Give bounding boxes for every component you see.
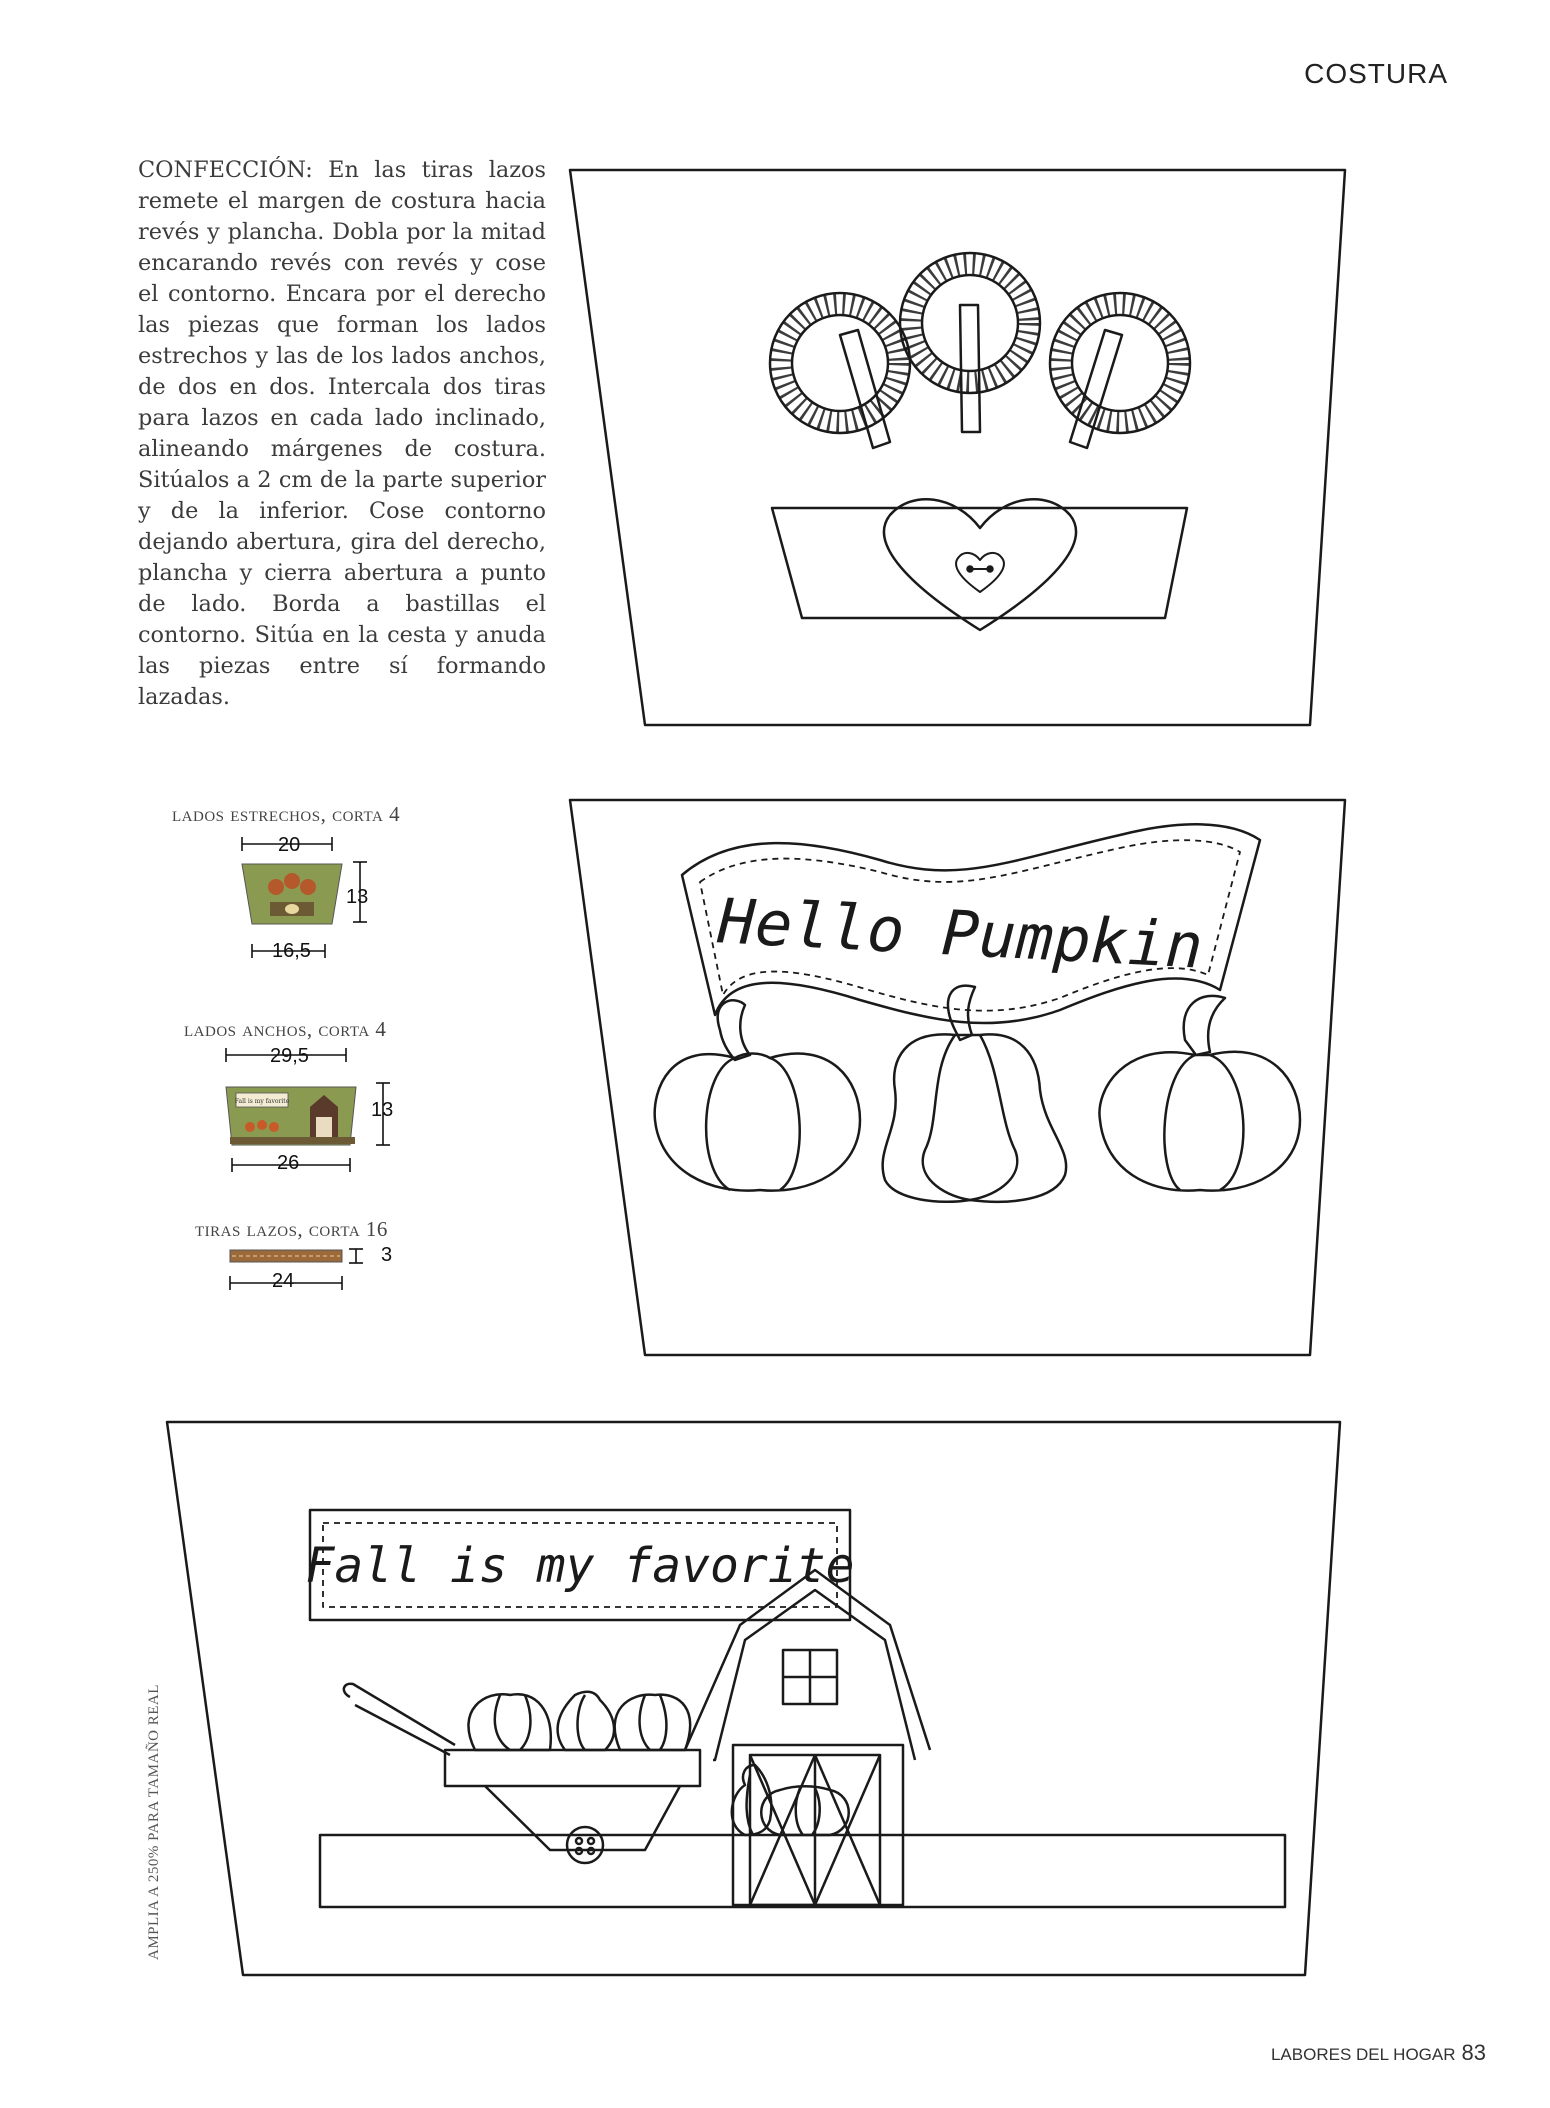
section-header: COSTURA [1304,58,1448,89]
flower-2 [900,253,1040,393]
ground [320,1835,1285,1907]
narrow-bottom-width: 16,5 [272,940,311,962]
pumpkin-left [655,1000,860,1190]
page-footer [1271,2040,1486,2066]
pattern-farm [155,1410,1355,1990]
instructions-text: CONFECCIÓN: En las tiras lazos remete el margen de costura hacia revés y plancha. Dobla por la mitad encarando revés con revés y cose el contorno. Encara por el derecho las piezas que forman los lados estrechos y las de los lados anchos, de dos en dos. Intercala dos tiras para lazos en cada lado inclinado, alineando márgenes de costura. Sitúalos a 2 cm de la parte superior y de la inferior. Cose contorno dejando abertura, gira del derecho, plancha y cierra abertura a punto de lado. Borda a bastillas el contorno. Sitúa en la cesta y anuda las piezas entre sí formando lazadas. [138,157,546,710]
flower-3 [1050,293,1190,433]
wide-bottom-width: 26 [277,1152,300,1174]
piece-caption-wide: lados anchos, corta 4 [184,1017,387,1041]
piece-caption-narrow: lados estrechos, corta 4 [172,802,401,826]
wide-top-width: 29,5 [270,1045,309,1067]
pattern-outline [570,800,1345,1355]
pattern-flower-pot [560,160,1360,740]
piece-ties-diagram [228,1245,378,1295]
ties-width: 24 [272,1270,295,1292]
mini-sign-text: Fall is my favorite [234,1098,290,1105]
narrow-top-width: 20 [278,834,301,856]
ties-height: 3 [381,1244,393,1266]
piece-caption-ties: tiras lazos, corta 16 [195,1217,388,1241]
pattern-outline [167,1422,1340,1975]
pumpkin-right [1099,996,1300,1191]
wide-height: 13 [371,1099,394,1121]
sign-text: Fall is my favorite [305,1538,855,1594]
pumpkin-middle [883,986,1067,1202]
pattern-hello-pumpkin [560,790,1360,1370]
banner-text: Hello Pumpkin [716,884,1205,983]
magazine-name: LABORES DEL HOGAR [1270,2045,1456,2064]
wheelbarrow [445,1750,700,1786]
enlarge-note: AMPLIA A 250% PARA TAMAÑO REAL [146,1684,162,1960]
flower-pot [772,508,1187,618]
flower-1 [770,293,910,433]
page-number: 83 [1461,2040,1486,2065]
narrow-height: 13 [346,886,369,908]
heart [884,499,1076,630]
